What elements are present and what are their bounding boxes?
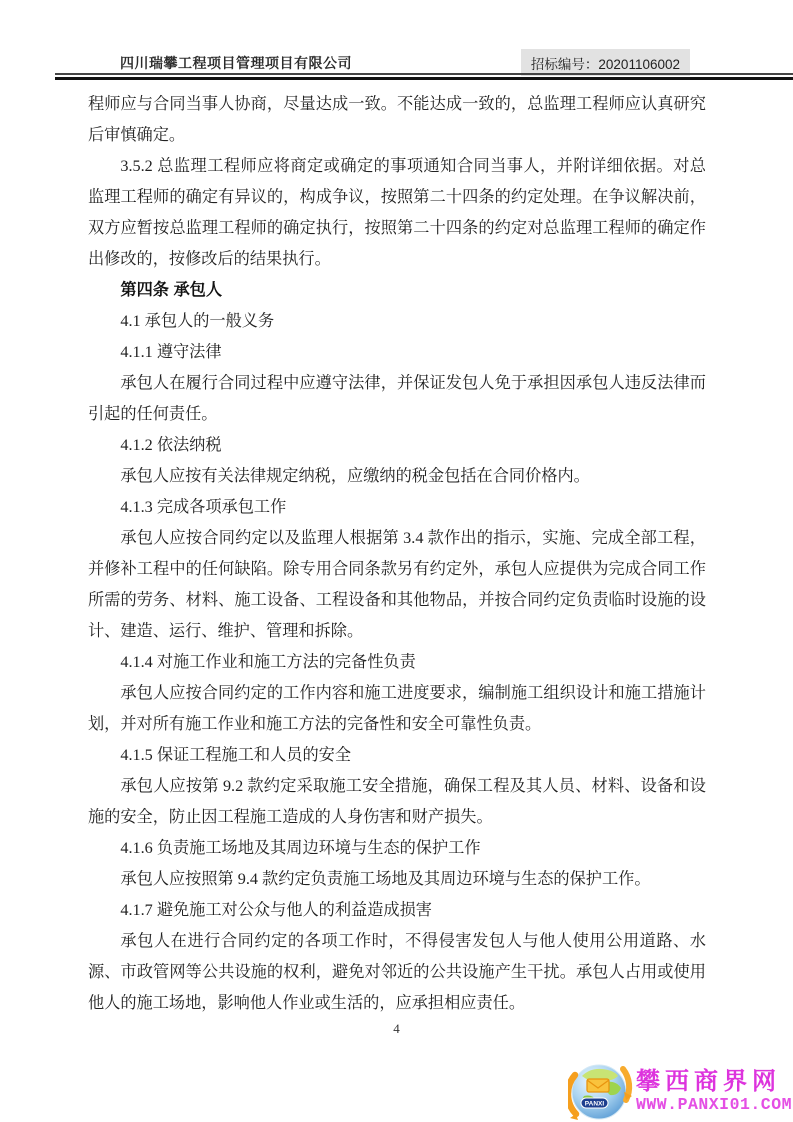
paragraph: 3.5.2 总监理工程师应将商定或确定的事项通知合同当事人，并附详细依据。对总监理工程师的确定有异议的，构成争议，按照第二十四条的约定处理。在争议解决前，双方应暂按总监理工程师的确定执行，按照第二十四条的约定对总监理工程师的确定作出修改的，按修改后的结果执行。 — [88, 157, 706, 268]
globe-banner-text: PANXI — [584, 1100, 605, 1108]
header-thick-rule — [55, 77, 793, 80]
paragraph: 承包人应按照第 9.4 款约定负责施工场地及其周边环境与生态的保护工作。 — [120, 870, 651, 888]
header-thin-rule — [55, 73, 793, 75]
paragraph: 4.1.4 对施工作业和施工方法的完备性负责 — [120, 653, 416, 671]
watermark-text — [636, 1069, 792, 1115]
paragraph: 承包人应按有关法律规定纳税，应缴纳的税金包括在合同价格内。 — [120, 467, 590, 485]
paragraph: 4.1.2 依法纳税 — [120, 436, 222, 454]
paragraph: 承包人应按合同约定以及监理人根据第 3.4 款作出的指示，实施、完成全部工程，并修补工程中的任何缺陷。除专用合同条款另有约定外，承包人应提供为完成合同工作所需的劳务、材料、施工设备、工程设备和其他物品，并按合同约定负责临时设施的设计、建造、运行、维护、管理和拆除。 — [88, 529, 706, 640]
paragraph: 4.1.5 保证工程施工和人员的安全 — [120, 746, 352, 764]
paragraph: 4.1.3 完成各项承包工作 — [120, 498, 287, 516]
company-name: 四川瑞攀工程项目管理项目有限公司 — [120, 55, 352, 71]
paragraph: 承包人在履行合同过程中应遵守法律，并保证发包人免于承担因承包人违反法律而引起的任何责任。 — [88, 374, 706, 423]
paragraph: 承包人应按合同约定的工作内容和施工进度要求，编制施工组织设计和施工措施计划，并对所有施工作业和施工方法的完备性和安全可靠性负责。 — [88, 684, 706, 733]
bid-number: 招标编号：20201106002 — [521, 49, 690, 76]
paragraph: 4.1.6 负责施工场地及其周边环境与生态的保护工作 — [120, 839, 481, 857]
document-body — [88, 89, 706, 1019]
paragraph: 4.1.7 避免施工对公众与他人的利益造成损害 — [120, 901, 432, 919]
site-name: 攀西商界网 — [635, 1068, 781, 1095]
paragraph: 4.1 承包人的一般义务 — [120, 312, 275, 330]
site-watermark — [568, 1062, 792, 1122]
paragraph: 4.1.1 遵守法律 — [120, 343, 222, 361]
section-heading: 第四条 承包人 — [120, 281, 223, 299]
globe-icon — [568, 1062, 634, 1122]
paragraph: 程师应与合同当事人协商，尽量达成一致。不能达成一致的，总监理工程师应认真研究后审慎确定。 — [88, 95, 706, 144]
paragraph: 承包人应按第 9.2 款约定采取施工安全措施，确保工程及其人员、材料、设备和设施的安全，防止因工程施工造成的人身伤害和财产损失。 — [88, 777, 706, 826]
site-url: WWW.PANXI01.COM — [635, 1095, 792, 1114]
paragraph: 承包人在进行合同约定的各项工作时，不得侵害发包人与他人使用公用道路、水源、市政管网等公共设施的权利，避免对邻近的公共设施产生干扰。承包人占用或使用他人的施工场地，影响他人作业或生活的，应承担相应责任。 — [88, 932, 706, 1012]
page-number: 4 — [393, 1021, 400, 1036]
